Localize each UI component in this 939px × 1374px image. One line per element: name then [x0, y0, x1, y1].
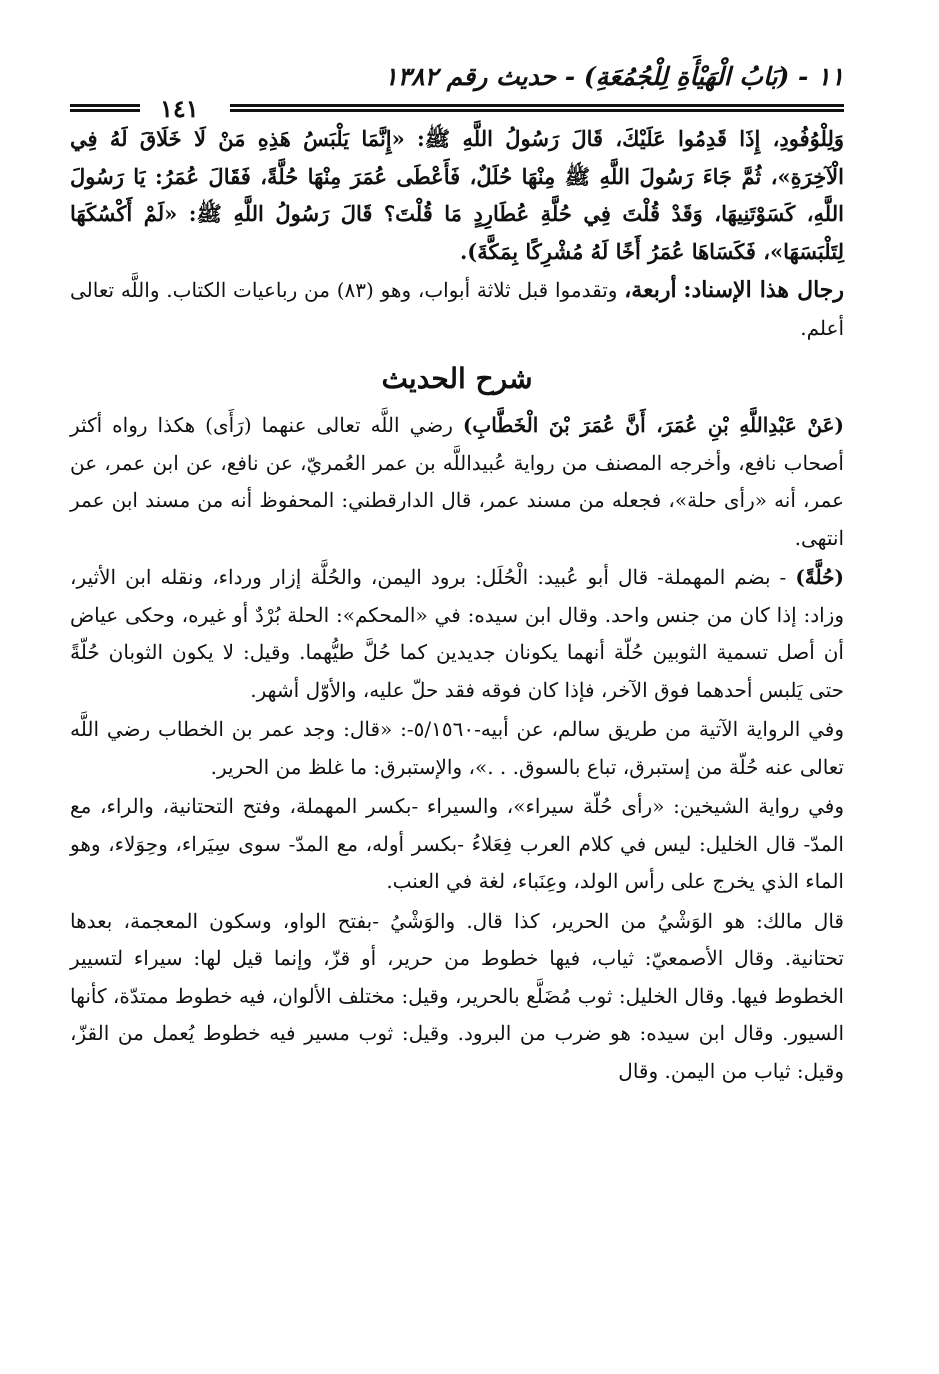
rule-right — [230, 104, 844, 112]
running-header — [70, 58, 844, 94]
rule-left — [70, 104, 140, 112]
section-title: شرح الحديث — [381, 362, 533, 395]
commentary-quote: (عَنْ عَبْدِاللَّهِ بْنِ عُمَرَ، أَنَّ عُمَرَ بْنَ الْخَطَّابِ) — [462, 413, 844, 437]
commentary-text: وفي رواية الشيخين: «رأى حُلّة سيراء»، والسيراء -بكسر المهملة، وفتح التحتانية، والراء، مع المدّ- قال الخليل: ليس في كلام العرب فِعَلاءُ -بكسر أوله، مع المدّ- سوى سِيَراء، وحِوَلاء، وهو الماء الذي يخرج على رأس الولد، وعِنَباء، لغة في العنب. — [70, 794, 844, 893]
narrators-count: أربعة، — [624, 277, 677, 303]
narrators-paragraph — [70, 272, 844, 347]
page-number: ١٤١ — [152, 94, 207, 123]
commentary-text: - بضم المهملة- قال أبو عُبيد: الْحُلَل: برود اليمن، والحُلَّة إزار ورداء، ونقله ابن الأثير، وزاد: إذا كان من جنس واحد. وقال ابن سيده: في «المحكم»: الحلة بُرْدٌ أو غيره، وحكى عياض أن أصل تسمية الثوبين حُلّة أنهما يكونان جديدين كما حُلَّ طيُّهما. وقيل: لا يكون الثوبان حُلّةً حتى يَلبس أحدهما فوق الآخر، فإذا كان فوقه فقد حلّ عليه، والأوّل أشهر. — [70, 565, 844, 702]
narrators-text: وتقدموا قبل ثلاثة أبواب، وهو (٨٣) من رباعيات الكتاب. واللَّه تعالى أعلم. — [70, 278, 844, 340]
narrators-lead: رجال هذا الإسناد: — [683, 277, 844, 303]
book-page — [70, 58, 844, 1090]
header-rule — [70, 94, 844, 123]
commentary-paragraph-2 — [70, 559, 844, 709]
hadith-text: وَلِلْوُفُودِ، إِذَا قَدِمُوا عَلَيْكَ، قَالَ رَسُولُ اللَّهِ ﷺ: «إِنَّمَا يَلْبَسُ هَذِهِ مَنْ لَا خَلَاقَ لَهُ فِي الْآخِرَةِ»، ثُمَّ جَاءَ رَسُولَ اللَّهِ ﷺ مِنْهَا حُلَلٌ، فَأَعْطَى عُمَرَ مِنْهَا حُلَّةً، فَقَالَ عُمَرُ: يَا رَسُولَ اللَّهِ، كَسَوْتَنِيهَا، وَقَدْ قُلْتَ فِي حُلَّةِ عُطَارِدٍ مَا قُلْتَ؟ قَالَ رَسُولُ اللَّهِ ﷺ: «لَمْ أَكْسُكَهَا لِتَلْبَسَهَا»، فَكَسَاهَا عُمَرُ أَخًا لَهُ مُشْرِكًا بِمَكَّةَ). — [70, 126, 844, 264]
commentary-paragraph-5 — [70, 903, 844, 1091]
commentary-text: رضي اللَّه تعالى عنهما (رَأَى) هكذا رواه أكثر أصحاب نافع، وأخرجه المصنف من رواية عُبيداللَّه بن عمر العُمريّ، عن نافع، عن ابن عمر، عن عمر، أنه «رأى حلة»، فجعله من مسند عمر، قال الدارقطني: المحفوظ أنه من مسند ابن عمر انتهى. — [70, 413, 844, 550]
commentary-text: وفي الرواية الآتية من طريق سالم، عن أبيه-٥/١٥٦٠-: «قال: وجد عمر بن الخطاب رضي اللَّه تعالى عنه حُلّة من إستبرق، تباع بالسوق. . .»، والإستبرق: ما غلظ من الحرير. — [70, 717, 844, 779]
commentary-paragraph-3 — [70, 711, 844, 786]
commentary-paragraph-4 — [70, 788, 844, 901]
chapter-title: ١١ - (بَابُ الْهَيْأَةِ لِلْجُمُعَةِ) - حديث رقم ١٣٨٢ — [384, 61, 844, 91]
commentary-quote: (حُلَّةً) — [795, 565, 845, 589]
commentary-paragraph-1 — [70, 407, 844, 557]
commentary-text: قال مالك: هو الوَشْيُ من الحرير، كذا قال. والوَشْيُ -بفتح الواو، وسكون المعجمة، بعدها تحتانية. وقال الأصمعيّ: ثياب، فيها خطوط من حرير، أو قزّ، وإنما قيل لها: سيراء لتسيير الخطوط فيها. وقال الخليل: ثوب مُضَلَّع بالحرير، وقيل: مختلف الألوان، فيه خطوط ممتدّة، كأنها السيور. وقال ابن سيده: هو ضرب من البرود. وقيل: ثوب مسير فيه خطوط يُعمل من القزّ، وقيل: ثياب من اليمن. وقال — [70, 908, 844, 1083]
